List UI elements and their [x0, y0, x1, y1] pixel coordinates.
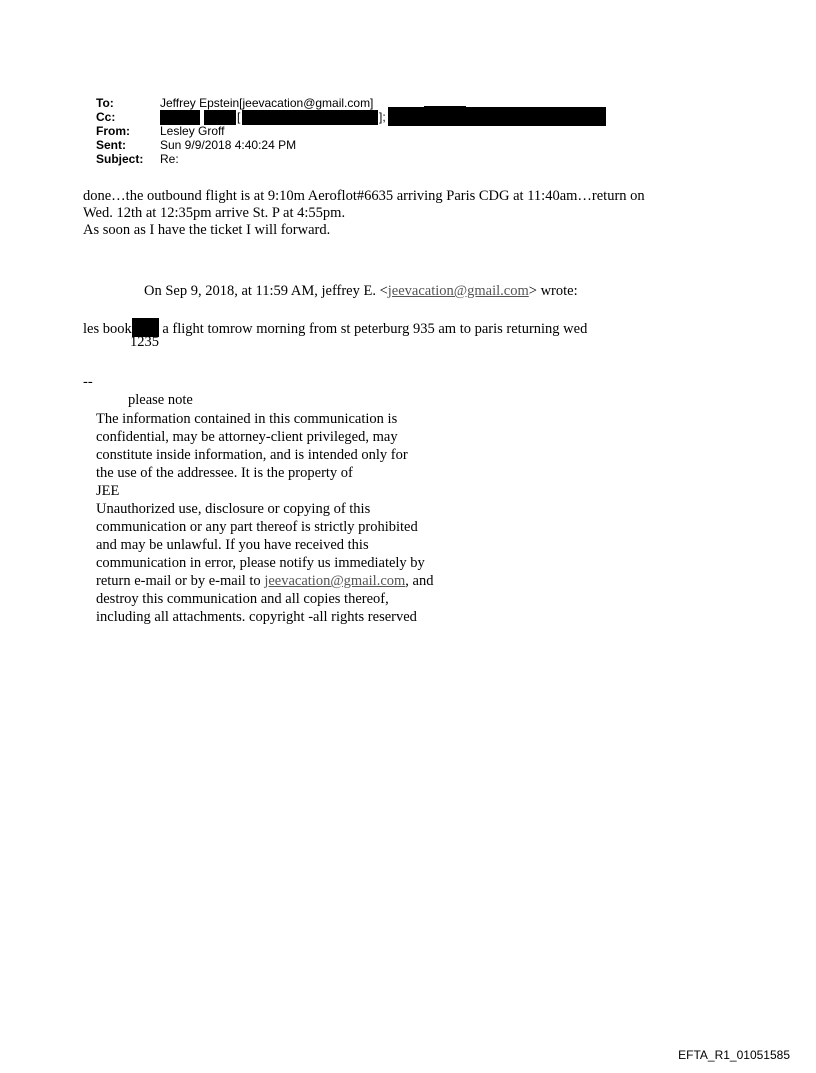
request-line2: 1235 — [130, 334, 159, 350]
disclaimer-line: communication or any part thereof is strictly prohibited — [96, 519, 418, 535]
disclaimer-line: including all attachments. copyright -all rights reserved — [96, 609, 417, 625]
subject-value: Re: — [160, 152, 179, 166]
disclaimer-line: The information contained in this communication is — [96, 411, 398, 427]
disclaimer-line: destroy this communication and all copies thereof, — [96, 591, 389, 607]
redaction-block — [160, 110, 200, 125]
email-body — [83, 188, 645, 239]
redaction-block — [242, 110, 378, 125]
cc-bracket-open: [ — [237, 110, 241, 124]
body-line: As soon as I have the ticket I will forward. — [83, 222, 331, 238]
disclaimer — [96, 410, 433, 626]
subject-label: Subject: — [96, 152, 144, 166]
disclaimer-line: constitute inside information, and is intended only for — [96, 447, 408, 463]
disclaimer-line: communication in error, please notify us immediately by — [96, 555, 425, 571]
return-prefix: return e-mail or by e-mail to — [96, 573, 265, 589]
from-value: Lesley Groff — [160, 124, 225, 138]
disclaimer-line: confidential, may be attorney-client privileged, may — [96, 429, 398, 445]
quote-prefix: On Sep 9, 2018, at 11:59 AM, jeffrey E. < — [144, 283, 388, 299]
body-line: done…the outbound flight is at 9:10m Aeroflot#6635 arriving Paris CDG at 11:40am…return on — [83, 188, 645, 204]
cc-bracket-close: ]; — [379, 110, 386, 124]
quote-suffix: > wrote: — [528, 283, 578, 299]
note-heading: please note — [128, 392, 193, 408]
to-value: Jeffrey Epstein[jeevacation@gmail.com] — [160, 96, 374, 110]
sent-label: Sent: — [96, 138, 126, 152]
disclaimer-line: JEE — [96, 483, 120, 499]
quote-email-link[interactable]: jeevacation@gmail.com — [387, 283, 529, 299]
disclaimer-line: the use of the addressee. It is the property of — [96, 465, 353, 481]
document-id: EFTA_R1_01051585 — [678, 1048, 790, 1062]
sent-value: Sun 9/9/2018 4:40:24 PM — [160, 138, 297, 152]
disclaimer-line: Unauthorized use, disclosure or copying of this — [96, 501, 371, 517]
cc-label: Cc: — [96, 110, 116, 124]
from-label: From: — [96, 124, 130, 138]
to-label: To: — [96, 96, 114, 110]
disclaimer-line: and may be unlawful. If you have received this — [96, 537, 369, 553]
redaction-block — [204, 110, 236, 125]
return-suffix: , and — [405, 573, 434, 589]
disclaimer-line — [96, 572, 433, 590]
request-part2: a flight tomrow morning from st peterburg 935 am to paris returning wed — [158, 321, 588, 337]
disclaimer-email-link[interactable]: jeevacation@gmail.com — [264, 573, 406, 589]
redaction-block — [388, 107, 606, 126]
request-part1: les book — [83, 321, 132, 337]
quote-attribution — [144, 283, 578, 300]
body-line: Wed. 12th at 12:35pm arrive St. P at 4:55pm. — [83, 205, 346, 221]
signature-separator: -- — [83, 374, 93, 390]
